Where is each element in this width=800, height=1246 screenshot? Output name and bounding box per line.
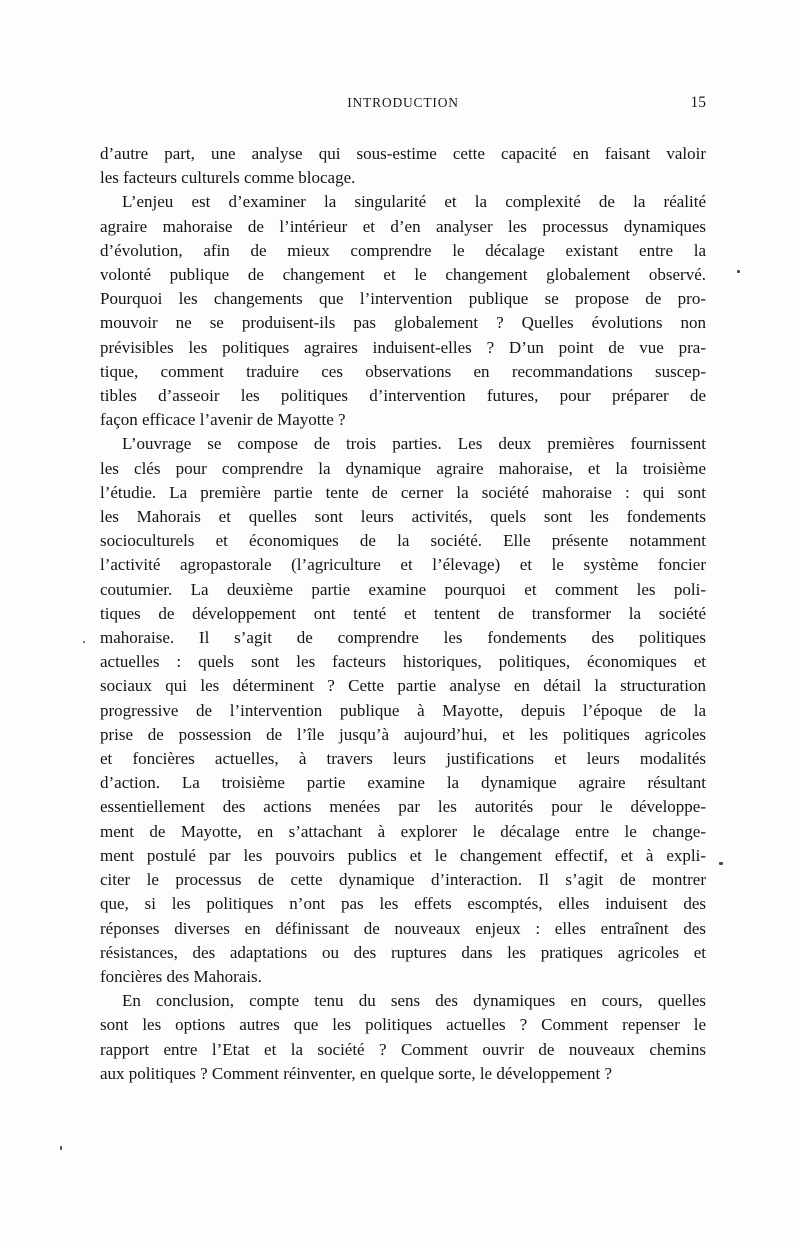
paragraph [100, 142, 706, 190]
text-line: rapport entre l’Etat et la société ? Comment ouvrir de nouveaux chemins [100, 1039, 706, 1059]
text-line: tibles d’asseoir les politiques d’intervention futures, pour préparer de [100, 386, 706, 406]
text-line: essentiellement des actions menées par les autorités pour le développe- [100, 797, 706, 817]
text-line: l’activité agropastorale (l’agriculture et l’élevage) et le système foncier [100, 555, 706, 575]
running-head [100, 95, 706, 115]
text-line: d’action. La troisième partie examine la dynamique agraire résultant [100, 773, 706, 793]
text-line: réponses diverses en définissant de nouveaux enjeux : elles entraînent des [100, 918, 706, 938]
text-line: ment de Mayotte, en s’attachant à explorer le décalage entre le change- [100, 821, 706, 841]
text-line: coutumier. La deuxième partie examine pourquoi et comment les poli- [100, 579, 706, 599]
text-line: actuelles : quels sont les facteurs historiques, politiques, économiques et [100, 652, 706, 672]
text-line: les Mahorais et quelles sont leurs activités, quels sont les fondements [100, 507, 706, 527]
text-line: d’autre part, une analyse qui sous-estime cette capacité en faisant valoir [100, 144, 706, 163]
text-line: progressive de l’intervention publique à Mayotte, depuis l’époque de la [100, 700, 706, 720]
text-line: d’évolution, afin de mieux comprendre le décalage existant entre la [100, 240, 706, 260]
text-line: et foncières actuelles, à travers leurs justifications et leurs modalités [100, 749, 706, 769]
paragraph [100, 432, 706, 989]
scan-speck [719, 862, 723, 865]
text-line: sont les options autres que les politiques actuelles ? Comment repenser le [100, 1015, 706, 1035]
text-line: agraire mahoraise de l’intérieur et d’en analyser les processus dynamiques [100, 216, 706, 236]
text-line: aux politiques ? Comment réinventer, en quelque sorte, le développement ? [100, 1063, 612, 1083]
scan-speck [737, 270, 740, 273]
text-body [100, 142, 706, 1086]
text-line: prise de possession de l’île jusqu’à aujourd’hui, et les politiques agricoles [100, 724, 706, 744]
text-line: L’enjeu est d’examiner la singularité et la complexité de la réalité [122, 192, 706, 212]
text-line: socioculturels et économiques de la société. Elle présente notamment [100, 531, 706, 551]
text-line: l’étudie. La première partie tente de cerner la société mahoraise : qui sont [100, 482, 706, 502]
text-line: mahoraise. Il s’agit de comprendre les fondements des politiques [100, 628, 706, 648]
text-line: façon efficace l’avenir de Mayotte ? [100, 410, 346, 430]
scan-speck [83, 641, 85, 643]
running-head-title: INTRODUCTION [347, 95, 459, 110]
text-line: Pourquoi les changements que l’intervention publique se propose de pro- [100, 289, 706, 309]
text-line: tiques de développement ont tenté et tentent de transformer la société [100, 603, 706, 623]
page-number: 15 [690, 94, 706, 111]
text-line: citer le processus de cette dynamique d’interaction. Il s’agit de montrer [100, 870, 706, 890]
text-line: En conclusion, compte tenu du sens des dynamiques en cours, quelles [122, 991, 706, 1011]
text-line: les clés pour comprendre la dynamique agraire mahoraise, et la troisième [100, 458, 706, 478]
paragraph [100, 989, 706, 1086]
text-line: ment postulé par les pouvoirs publics et le changement effectif, et à expli- [100, 845, 706, 865]
text-line: L’ouvrage se compose de trois parties. Les deux premières fournissent [122, 434, 706, 454]
text-line: les facteurs culturels comme blocage. [100, 168, 356, 188]
text-line: tique, comment traduire ces observations en recommandations suscep- [100, 361, 706, 381]
text-line: mouvoir ne se produisent-ils pas globalement ? Quelles évolutions non [100, 313, 706, 333]
text-line: sociaux qui les déterminent ? Cette partie analyse en détail la structuration [100, 676, 706, 696]
text-line: volonté publique de changement et le changement globalement observé. [100, 265, 706, 285]
text-line: prévisibles les politiques agraires induisent-elles ? D’un point de vue pra- [100, 337, 706, 357]
paragraph [100, 190, 706, 432]
text-line: foncières des Mahorais. [100, 966, 262, 986]
text-line: résistances, des adaptations ou des ruptures dans les pratiques agricoles et [100, 942, 706, 962]
scan-speck [60, 1146, 62, 1150]
text-line: que, si les politiques n’ont pas les effets escomptés, elles induisent des [100, 894, 706, 914]
